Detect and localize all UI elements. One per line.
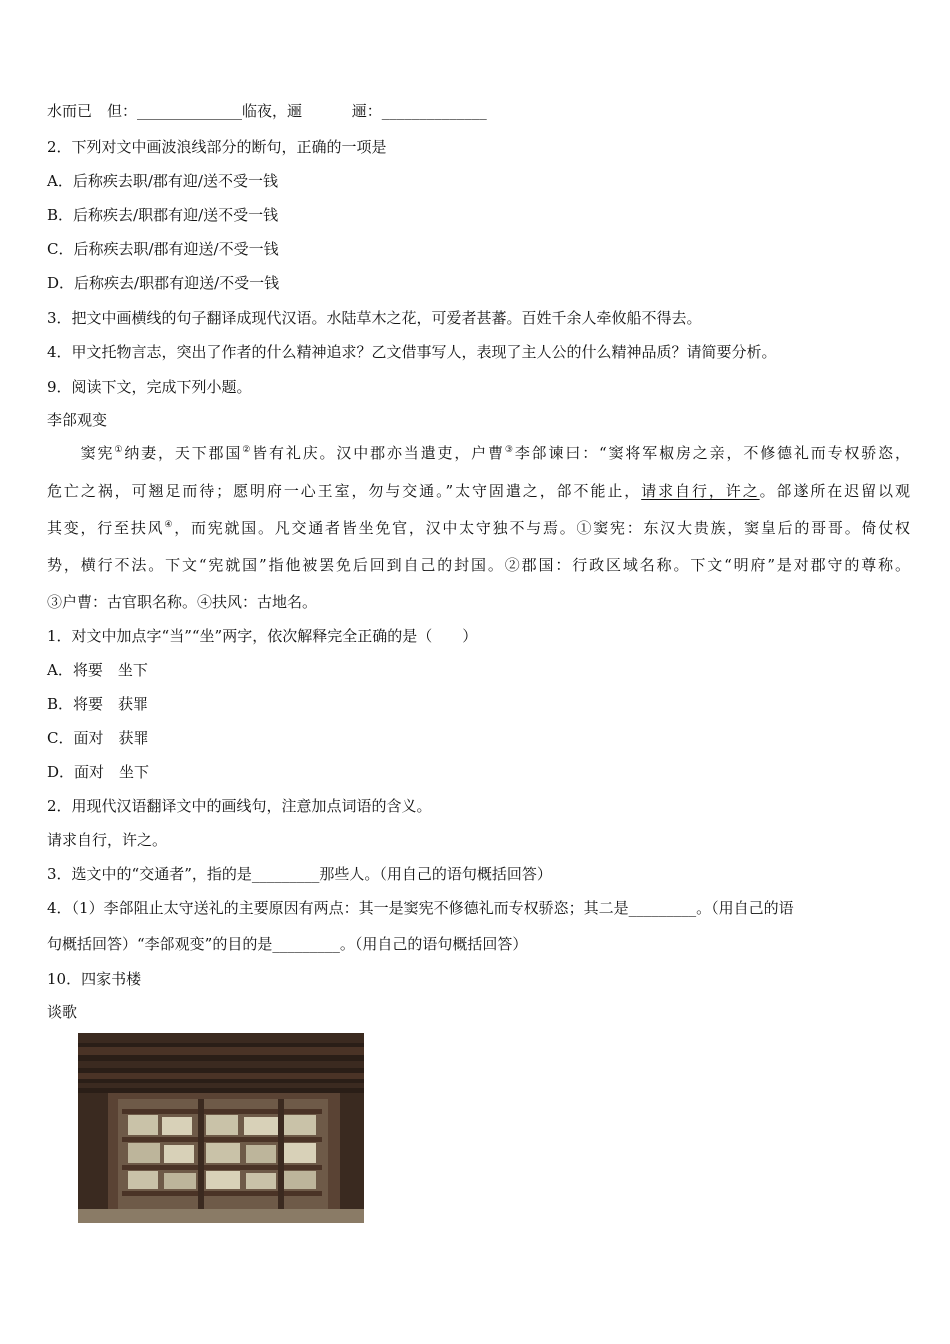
question-4-stem: 4．甲文托物言志，突出了作者的什么精神追求？乙文借事写人，表现了主人公的什么精神品质？请简要分析。 bbox=[47, 343, 777, 361]
question-9-heading: 9．阅读下文，完成下列小题。 bbox=[47, 378, 252, 396]
subquestion-1-stem: 1．对文中加点字“当”“坐”两字，依次解释完全正确的是（ ） bbox=[47, 627, 478, 645]
passage-line-2 bbox=[47, 481, 910, 501]
passage-line-4: 势，横行不法。下文“宪就国”指他被罢免后回到自己的封国。②郡国：行政区域名称。下文“明府”是对郡守的尊称。 bbox=[47, 556, 910, 574]
passage-line-3 bbox=[47, 518, 910, 538]
subquestion-1-option-c: C．面对 获罪 bbox=[47, 729, 149, 747]
passage-text: 窦宪 bbox=[47, 444, 115, 462]
passage-title: 李郃观变 bbox=[47, 411, 108, 429]
subquestion-1-option-d: D．面对 坐下 bbox=[47, 763, 150, 781]
passage-text: 其变，行至扶风 bbox=[47, 519, 165, 537]
question-2-option-c: C．后称疾去职/郡有迎送/不受一钱 bbox=[47, 240, 279, 258]
subquestion-4-line-2: 句概括回答）“李郃观变”的目的是_________。（用自己的语句概括回答） bbox=[47, 935, 528, 953]
question-2-option-d: D．后称疾去/职郡有迎送/不受一钱 bbox=[47, 274, 280, 292]
subquestion-4-line-1: 4．（1）李郃阻止太守送礼的主要原因有两点：其一是窦宪不修德礼而专权骄恣；其二是_________。（用自己的语 bbox=[47, 899, 794, 917]
fill-blank-line: 水而已 但：______________临夜，逦 逦：______________ bbox=[47, 102, 487, 120]
passage-text: 危亡之祸，可翘足而待；愿明府一心王室，勿与交通。”太守固遣之，郃不能止， bbox=[47, 482, 642, 500]
passage-text: 。郃遂所在迟留以观 bbox=[759, 482, 910, 500]
subquestion-1-option-a: A．将要 坐下 bbox=[47, 661, 148, 679]
footnote-marker-1: ① bbox=[114, 445, 125, 455]
article-author: 谈歌 bbox=[47, 1003, 78, 1021]
subquestion-3-stem: 3．选文中的“交通者”，指的是_________那些人。（用自己的语句概括回答） bbox=[47, 865, 552, 883]
subquestion-1-option-b: B．将要 获罪 bbox=[47, 695, 149, 713]
question-2-stem: 2．下列对文中画波浪线部分的断句，正确的一项是 bbox=[47, 138, 387, 156]
passage-line-5: ③户曹：古官职名称。④扶风：古地名。 bbox=[47, 593, 318, 611]
subquestion-2-sentence: 请求自行，许之。 bbox=[47, 831, 168, 849]
passage-text: 李郃谏曰：“窦将军椒房之亲，不修德礼而专权骄恣， bbox=[514, 444, 910, 462]
question-10-heading: 10．四家书楼 bbox=[47, 970, 142, 988]
bookshelf-photo bbox=[78, 1033, 364, 1223]
passage-text: ，而宪就国。凡交通者皆坐免官，汉中太守独不与焉。①窦宪：东汉大贵族，窦皇后的哥哥。倚仗权 bbox=[174, 519, 910, 537]
passage-text: 纳妻，天下郡国 bbox=[124, 444, 243, 462]
question-2-option-a: A．后称疾去职/郡有迎/送不受一钱 bbox=[47, 172, 278, 190]
footnote-marker-3: ③ bbox=[504, 445, 515, 455]
passage-line-1 bbox=[47, 443, 910, 463]
subquestion-2-stem: 2．用现代汉语翻译文中的画线句，注意加点词语的含义。 bbox=[47, 797, 432, 815]
passage-text: 皆有礼庆。汉中郡亦当遣吏，户曹 bbox=[252, 444, 505, 462]
footnote-marker-2: ② bbox=[242, 445, 253, 455]
question-3-stem: 3．把文中画横线的句子翻译成现代汉语。水陆草木之花，可爱者甚蕃。百姓千余人牵攸船不得去。 bbox=[47, 309, 702, 327]
underlined-sentence: 请求自行，许之 bbox=[641, 482, 760, 500]
footnote-marker-4: ④ bbox=[164, 520, 175, 530]
question-2-option-b: B．后称疾去/职郡有迎/送不受一钱 bbox=[47, 206, 279, 224]
